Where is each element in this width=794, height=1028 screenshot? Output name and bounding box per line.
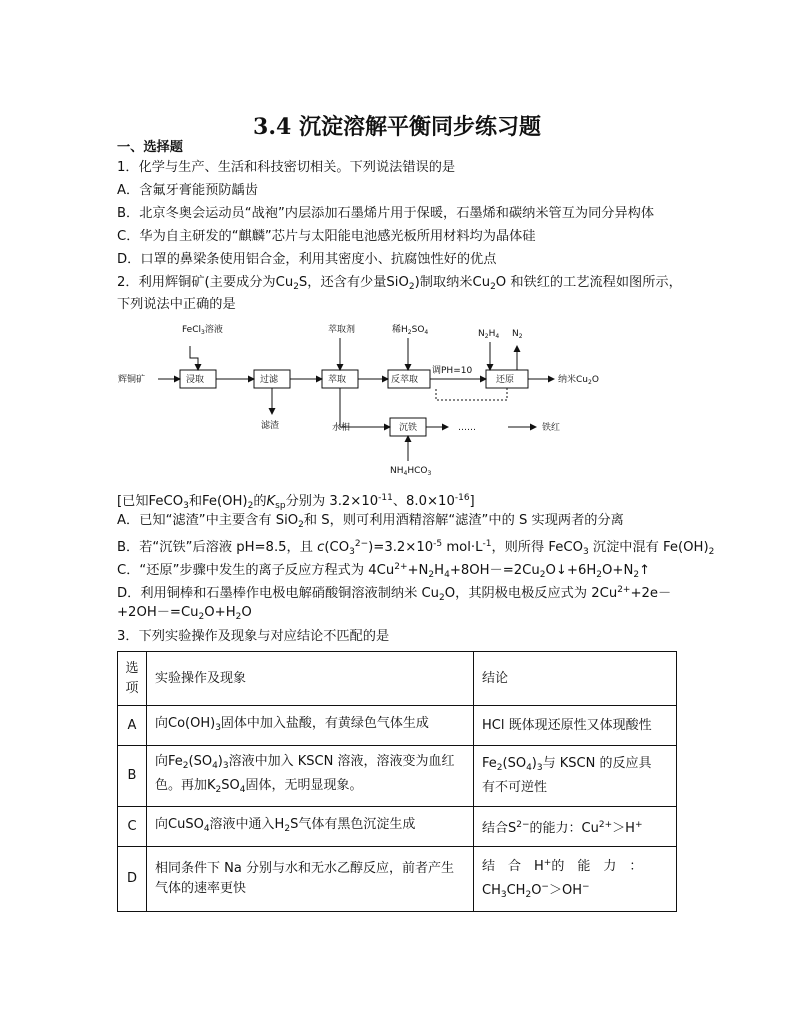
header-operation: 实验操作及现象 [147, 652, 474, 706]
cell-part: 溶液中加入 KSCN 溶液，溶液变为血红 [228, 754, 455, 769]
q2-known: [已知FeCO$_3$和$Fe(OH)_2$的$K_{sp}$分别为 $3.2\times 10^{-11}$、$8.0\times 10^{-16}$] [117, 493, 475, 511]
q2-stem-part: ，还含有少量 [307, 275, 387, 290]
label-nh4hco3: $NH_4HCO_3$ [390, 466, 432, 477]
row-operation: 向CuSO$_4$溶液中通入$H_2S$气体有黑色沉淀生成 [147, 807, 474, 847]
q2-option-a: A．已知“滤渣”中主要含有 SiO$_2$和 S，则可利用酒精溶解“滤渣”中的 S 实现两者的分离 [117, 513, 624, 530]
opt-part: =3.2×10 [373, 540, 434, 555]
cell-part: SO [221, 778, 240, 793]
label-back-extract: 反萃取 [391, 375, 419, 385]
q2-option-c: C．“还原”步骤中发生的离子反应方程式为 $4Cu^{2+}+N_2H_4+8OH-=2Cu_2O↓+6H_2O+N_2↑$ [117, 562, 651, 580]
q2-stem-part: 2．利用辉铜矿(主要成分为 [117, 275, 276, 290]
q3-stem: 3．下列实验操作及现象与对应结论不匹配的是 [117, 629, 390, 644]
label-ph: 调PH=10 [432, 366, 473, 376]
opt-part: ↑ [639, 563, 651, 578]
cell-part: 色。再加K [155, 778, 216, 793]
cell-part: ) [217, 754, 223, 769]
known-part: 的 [253, 494, 267, 509]
row-operation: 向$Fe_2(SO_4)_3$溶液中加入 KSCN 溶液，溶液变为血红 色。再加$K_2SO_4$固体，无明显现象。 [147, 746, 474, 807]
formula: Cu [472, 275, 491, 290]
cell-part: 固体，无明显现象。 [245, 778, 363, 793]
opt-part: D．利用铜棒和石墨棒作电极电解硝酸铜溶液制纳米 Cu [117, 586, 440, 601]
label-n2: $N_2$ [512, 329, 523, 340]
q2-stem-line2: 下列说法中正确的是 [117, 297, 236, 312]
row-option: D [118, 847, 147, 912]
q2-option-d-line2: $+2OH-=Cu_2O+H_2O$ [117, 605, 252, 622]
opt-part: O，其阴极电极反应式为 2Cu [444, 586, 618, 601]
table-row [118, 847, 677, 912]
opt-part: C．“还原”步骤中发生的离子反应方程式为 4Cu [117, 563, 395, 578]
cell-part: CH [506, 883, 526, 898]
q1-option-b: B．北京冬奥会运动员“战袍”内层添加石墨烯片用于保暖，石墨烯和碳纳米管互为同分异构体 [117, 206, 655, 221]
cell-part: ＞H [612, 820, 635, 836]
ksp-symbol: K [266, 494, 276, 509]
row-option: B [118, 746, 147, 807]
q1-option-c: C．华为自主研发的“麒麟”芯片与太阳能电池感光板所用材料均为晶体硅 [117, 229, 536, 244]
q2-stem: 2．利用辉铜矿(主要成分为$Cu_2S$，还含有少量SiO$_2$)制取纳米$Cu_2O$ 和铁红的工艺流程如图所示， [117, 275, 682, 292]
q1-option-a: A．含氟牙膏能预防龋齿 [117, 183, 258, 198]
cell-part: 结 合 H [482, 859, 544, 874]
known-part: 分别为 3.2×10 [285, 494, 379, 509]
table-header-row [118, 652, 677, 706]
row-option: C [118, 807, 147, 847]
row-conclusion: 结合$S^{2-}$的能力：$Cu^{2+}>H^+$ [474, 807, 677, 847]
label-residue: 滤渣 [261, 421, 280, 431]
opt-part: mol·L [446, 540, 483, 555]
formula: SiO [386, 275, 409, 290]
q1-stem: 1．化学与生产、生活和科技密切相关。下列说法错误的是 [117, 160, 456, 175]
cell-part: 的能力：Cu [529, 820, 599, 836]
label-aqueous: 水相 [332, 423, 351, 433]
cell-part: 向Fe [155, 754, 183, 769]
q2-stem-part: 和铁红的工艺流程如图所示， [510, 275, 682, 290]
q2-stem-part: )制取纳米 [414, 275, 473, 290]
opt-part: O [241, 605, 252, 620]
cell-part: 向CuSO [155, 816, 204, 832]
formula: Cu [275, 275, 294, 290]
cell-part: ＞OH [548, 883, 582, 898]
known-part: 和Fe(OH) [188, 494, 248, 509]
exponent: -16 [454, 493, 470, 503]
ksp-sub: sp [275, 501, 286, 511]
label-filter: 过滤 [260, 375, 279, 385]
opt-part: +8OH－=2Cu [449, 563, 540, 578]
label-h2so4: 稀$H_2SO_4$ [392, 325, 429, 336]
row-operation: 向$Co(OH)_3$固体中加入盐酸，有黄绿色气体生成 [147, 706, 474, 746]
cell-part: 的 能 力 ： [551, 859, 643, 874]
cell-part: CH [482, 883, 501, 898]
known-part: [已知FeCO [117, 494, 184, 509]
opt-part: A．已知“滤渣”中主要含有 SiO [117, 513, 299, 528]
row-operation: 相同条件下 Na 分别与水和无水乙醇反应，前者产生气体的速率更快 [147, 847, 474, 912]
page-title: 3.4 沉淀溶解平衡同步练习题 [253, 114, 541, 140]
cell-part: 结合S [482, 820, 517, 836]
header-conclusion: 结论 [474, 652, 677, 706]
experiment-table [117, 651, 677, 912]
label-extract: 萃取 [328, 375, 347, 385]
q1-option-d: D．口罩的鼻梁条使用铝合金，利用其密度小、抗腐蚀性好的优点 [117, 252, 497, 267]
row-option: A [118, 706, 147, 746]
section-heading: 一、选择题 [117, 140, 183, 155]
known-part: 、8.0×10 [392, 494, 455, 509]
header-text: 选项 [125, 660, 139, 696]
cell-part: 有不可逆性 [482, 780, 548, 795]
opt-part: O+N [602, 563, 634, 578]
cell-part: 溶液中通入H [209, 816, 285, 832]
row-conclusion: 结 合 H+的 能 力 ： $CH_3CH_2O^->OH^-$ [474, 847, 677, 912]
label-iron-red: 铁红 [542, 423, 561, 433]
label-fe-precip: 沉铁 [399, 423, 418, 433]
label-leach: 浸取 [186, 375, 205, 385]
label-n2h4: $N_2H_4$ [478, 329, 500, 340]
table-row [118, 807, 677, 847]
opt-part: O+H [204, 605, 236, 620]
cell-part: 固体中加入盐酸，有黄绿色气体生成 [220, 715, 429, 731]
q2-option-d: D．利用铜棒和石墨棒作电极电解硝酸铜溶液制纳米 $Cu_2O$，其阴极电极反应式为 $2Cu^{2+}+2e-$ [117, 585, 672, 603]
label-nano-cu2o: 纳米$Cu_2O$ [558, 375, 599, 386]
cell-part: ) [531, 756, 537, 771]
label-dots: …… [458, 423, 476, 433]
table-row [118, 746, 677, 807]
row-conclusion: $Fe_2(SO_4)_3$与 KSCN 的反应具 有不可逆性 [474, 746, 677, 807]
header-option [118, 652, 147, 706]
cell-part: (SO [188, 754, 213, 769]
cell-part: Fe [482, 756, 497, 771]
exponent: -11 [378, 493, 393, 503]
opt-part: +N [407, 563, 429, 578]
cell-part: 与 KSCN 的反应具 [542, 756, 652, 771]
label-ore: 辉铜矿 [118, 375, 146, 385]
cell-part: O [531, 883, 542, 898]
label-reduce: 还原 [496, 375, 515, 385]
cell-part: (SO [502, 756, 527, 771]
opt-part: H [434, 563, 445, 578]
cell-part: 向Co [155, 715, 186, 731]
cell-part: (OH) [185, 715, 216, 731]
opt-part: O↓+6H [545, 563, 597, 578]
table-row [118, 706, 677, 746]
cell-part: S气体有黑色沉淀生成 [290, 816, 416, 832]
opt-part: B．若“沉铁”后溶液 pH=8.5，且 [117, 540, 313, 555]
opt-part: +2OH－=Cu [117, 605, 199, 620]
opt-part: 和 S，则可利用酒精溶解“滤渣”中的 S 实现两者的分离 [303, 513, 624, 528]
opt-part: ，则所得 FeCO [491, 540, 583, 555]
q2-option-b: B．若“沉铁”后溶液 pH=8.5，且 $c(CO_3^{2-})=3.2\times 10^{-5}$ $mol\cdot L^{-1}$，则所得 FeCO$_3$ 沉淀中混有 $Fe(OH)_2$ [117, 539, 715, 557]
opt-part: +2e－ [630, 586, 672, 601]
label-fecl3: FeCl$_3$溶液 [182, 325, 223, 336]
row-conclusion: HCl 既体现还原性又体现酸性 [474, 706, 677, 746]
process-flow-diagram [118, 318, 618, 483]
label-extractant: 萃取剂 [328, 325, 356, 335]
opt-part: 沉淀中混有 Fe(OH) [592, 540, 709, 555]
